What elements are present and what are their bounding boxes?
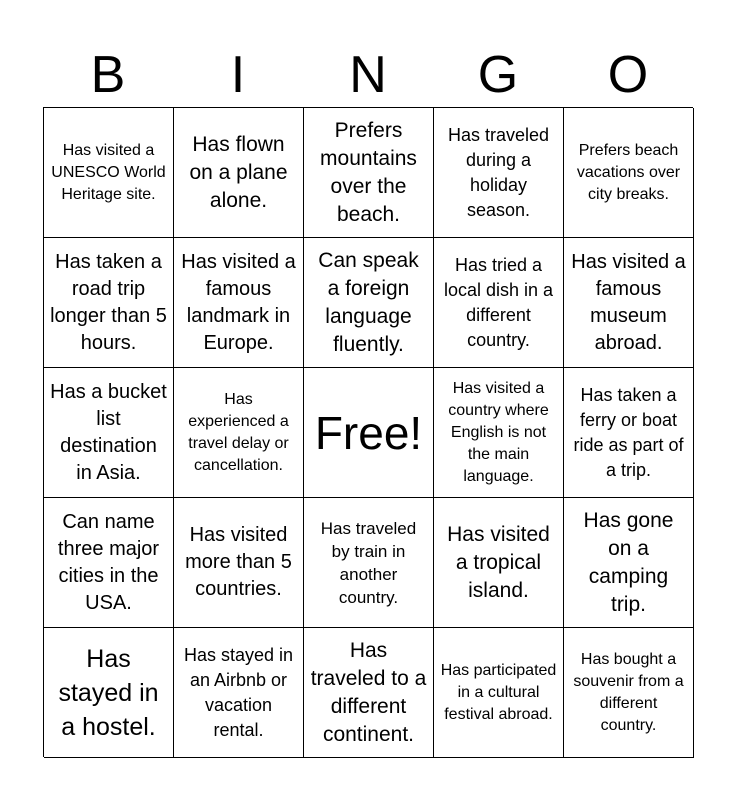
cell-text: Prefers mountains over the beach. (320, 118, 417, 226)
cell-text: Has taken a road trip longer than 5 hours. (50, 250, 167, 354)
bingo-cell[interactable] (434, 498, 564, 628)
cell-text: Has visited a country where English is not the main language. (448, 379, 549, 485)
cell-text: Has bought a souvenir from a different country. (573, 650, 684, 734)
bingo-cell[interactable] (434, 628, 564, 758)
cell-text: Can speak a foreign language fluently. (318, 248, 419, 356)
cell-text: Has taken a ferry or boat ride as part of a trip. (573, 384, 684, 480)
cell-text: Has participated in a cultural festival abroad. (440, 661, 557, 723)
cell-text: Has experienced a travel delay or cancellation. (188, 390, 289, 474)
bingo-cell[interactable] (174, 108, 304, 238)
bingo-cell[interactable] (304, 238, 434, 368)
bingo-cell[interactable] (304, 628, 434, 758)
header-letter-b: B (90, 46, 126, 104)
bingo-cell[interactable] (564, 628, 694, 758)
bingo-cell[interactable] (564, 108, 694, 238)
bingo-cell[interactable] (44, 108, 174, 238)
cell-text: Has traveled to a different continent. (310, 638, 427, 746)
cell-text: Has visited a famous landmark in Europe. (181, 250, 296, 354)
cell-text: Has visited a tropical island. (447, 522, 550, 602)
bingo-cell[interactable] (434, 368, 564, 498)
cell-text: Has stayed in a hostel. (58, 644, 159, 741)
bingo-cell[interactable] (174, 498, 304, 628)
bingo-card-grid (43, 107, 693, 757)
cell-text: Has gone on a camping trip. (583, 508, 674, 616)
bingo-cell[interactable] (44, 628, 174, 758)
bingo-cell[interactable] (174, 238, 304, 368)
header-letter-g: G (477, 46, 519, 104)
cell-text: Has flown on a plane alone. (189, 132, 288, 212)
cell-text: Can name three major cities in the USA. (57, 510, 160, 614)
cell-text: Has tried a local dish in a different country. (443, 254, 554, 350)
cell-text: Has traveled by train in another country. (320, 518, 417, 607)
cell-text: Has a bucket list destination in Asia. (50, 380, 167, 484)
cell-text: Has visited a famous museum abroad. (571, 250, 686, 354)
bingo-cell[interactable] (434, 238, 564, 368)
header-letter-n: N (349, 46, 387, 104)
bingo-cell[interactable] (44, 498, 174, 628)
cell-text: Has visited a UNESCO World Heritage site. (51, 141, 166, 203)
free-space-text: Free! (314, 406, 423, 459)
bingo-cell[interactable] (434, 108, 564, 238)
bingo-cell[interactable] (174, 368, 304, 498)
bingo-cell[interactable] (304, 108, 434, 238)
free-space-cell[interactable] (304, 368, 434, 498)
bingo-cell[interactable] (564, 368, 694, 498)
bingo-cell[interactable] (304, 498, 434, 628)
bingo-cell[interactable] (174, 628, 304, 758)
bingo-cell[interactable] (44, 238, 174, 368)
cell-text: Has stayed in an Airbnb or vacation rental. (183, 644, 294, 740)
bingo-header (43, 44, 693, 106)
cell-text: Prefers beach vacations over city breaks. (576, 141, 681, 203)
cell-text: Has traveled during a holiday season. (447, 124, 550, 220)
header-letter-i: I (230, 46, 246, 104)
bingo-cell[interactable] (564, 498, 694, 628)
cell-text: Has visited more than 5 countries. (185, 524, 292, 600)
bingo-cell[interactable] (44, 368, 174, 498)
bingo-cell[interactable] (564, 238, 694, 368)
header-letter-o: O (607, 46, 649, 104)
